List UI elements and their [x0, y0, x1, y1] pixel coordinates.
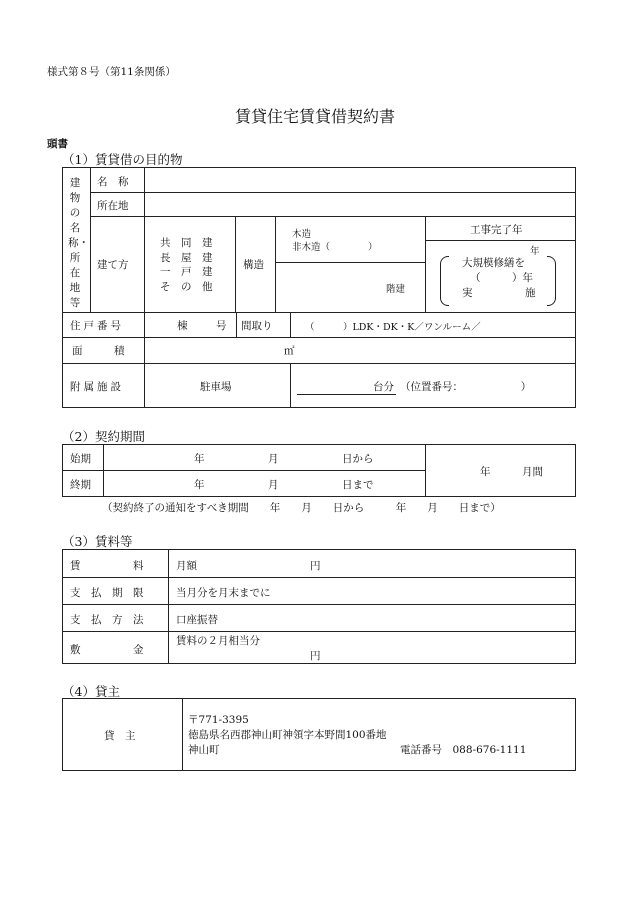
build-type-option: 共 同 建	[160, 237, 213, 249]
lessor-phone: 電話番号 088-676-1111	[400, 744, 527, 756]
building-side-label: 建物の名称・所在地等	[68, 177, 89, 309]
document-title: 賃貸住宅賃貸借契約書	[234, 107, 395, 126]
deposit-unit: 円	[310, 650, 321, 662]
rent-value: 月額	[176, 560, 197, 572]
renovation-line3b: 施	[525, 287, 536, 299]
property-table	[62, 167, 576, 408]
floors-label: 階建	[386, 284, 406, 295]
build-type-option: 長 屋 建	[160, 251, 213, 264]
structure-label: 構造	[243, 259, 264, 271]
room-number-unit: 号	[216, 320, 227, 332]
location-label: 所在地	[97, 200, 129, 212]
lessor-address: 徳島県名西郡神山町神領字本野間100番地	[188, 729, 387, 741]
section-heading-main: 頭書	[47, 138, 68, 150]
renovation-line2: （ ）年	[470, 272, 533, 284]
end-month: 月	[268, 479, 279, 491]
form-number: 様式第８号（第11条関係）	[47, 66, 176, 78]
renovation-line1: 大規模修繕を	[462, 257, 525, 269]
method-label: 支 払 方 法	[70, 614, 144, 626]
deadline-value: 当月分を月末までに	[176, 587, 271, 599]
lessor-name: 神山町	[188, 744, 220, 756]
name-label: 名 称	[97, 176, 129, 188]
build-type-label: 建て方	[97, 259, 129, 271]
section-1-heading: （1）賃貸借の目的物	[62, 152, 183, 167]
facility-label: 附属施設	[70, 381, 124, 393]
section-3-heading: （3）賃料等	[62, 534, 133, 549]
start-year: 年	[194, 453, 205, 465]
method-value: 口座振替	[176, 614, 218, 626]
notice-period: （契約終了の通知をすべき期間 年 月 日から 年 月 日まで）	[102, 502, 501, 514]
end-day: 日まで	[342, 479, 374, 491]
end-year: 年	[194, 479, 205, 491]
section-2-heading: （2）契約期間	[62, 429, 145, 444]
area-label: 面 積	[72, 345, 125, 357]
lessor-postal: 〒771-3395	[188, 714, 249, 726]
start-day: 日から	[342, 453, 374, 465]
rent-label: 賃 料	[70, 560, 144, 572]
deposit-label: 敷 金	[70, 644, 144, 656]
layout-label: 間取り	[241, 320, 273, 332]
structure-wood: 木造	[292, 229, 312, 240]
build-type-option: そ の 他	[160, 280, 213, 293]
unit-number-label: 住戸番号	[70, 320, 124, 332]
completion-year: 年	[530, 246, 540, 257]
start-label: 始期	[70, 453, 91, 465]
renovation-line3a: 実	[462, 287, 473, 299]
deadline-label: 支 払 期 限	[70, 587, 144, 599]
area-unit: ㎡	[284, 345, 295, 357]
end-label: 終期	[70, 479, 91, 491]
layout-value: （ ）LDK・DK・K／ワンルーム／	[305, 322, 481, 333]
duration: 年 月間	[480, 466, 543, 478]
structure-nonwood: 非木造（ ）	[292, 242, 378, 253]
deposit-value: 賃料の２月相当分	[176, 635, 260, 647]
building-number-unit: 棟	[177, 320, 188, 332]
parking-position: （位置番号： ）	[400, 381, 532, 393]
lessor-label: 貸 主	[104, 730, 136, 742]
parking-count: 台分	[297, 379, 396, 395]
parking-label: 駐車場	[200, 381, 232, 393]
build-type-options	[160, 236, 213, 294]
rent-unit: 円	[310, 560, 321, 572]
completion-label: 工事完了年	[470, 224, 523, 236]
build-type-option: 一 戸 建	[160, 266, 213, 278]
start-month: 月	[268, 453, 279, 465]
section-4-heading: （4）貸主	[62, 684, 120, 699]
